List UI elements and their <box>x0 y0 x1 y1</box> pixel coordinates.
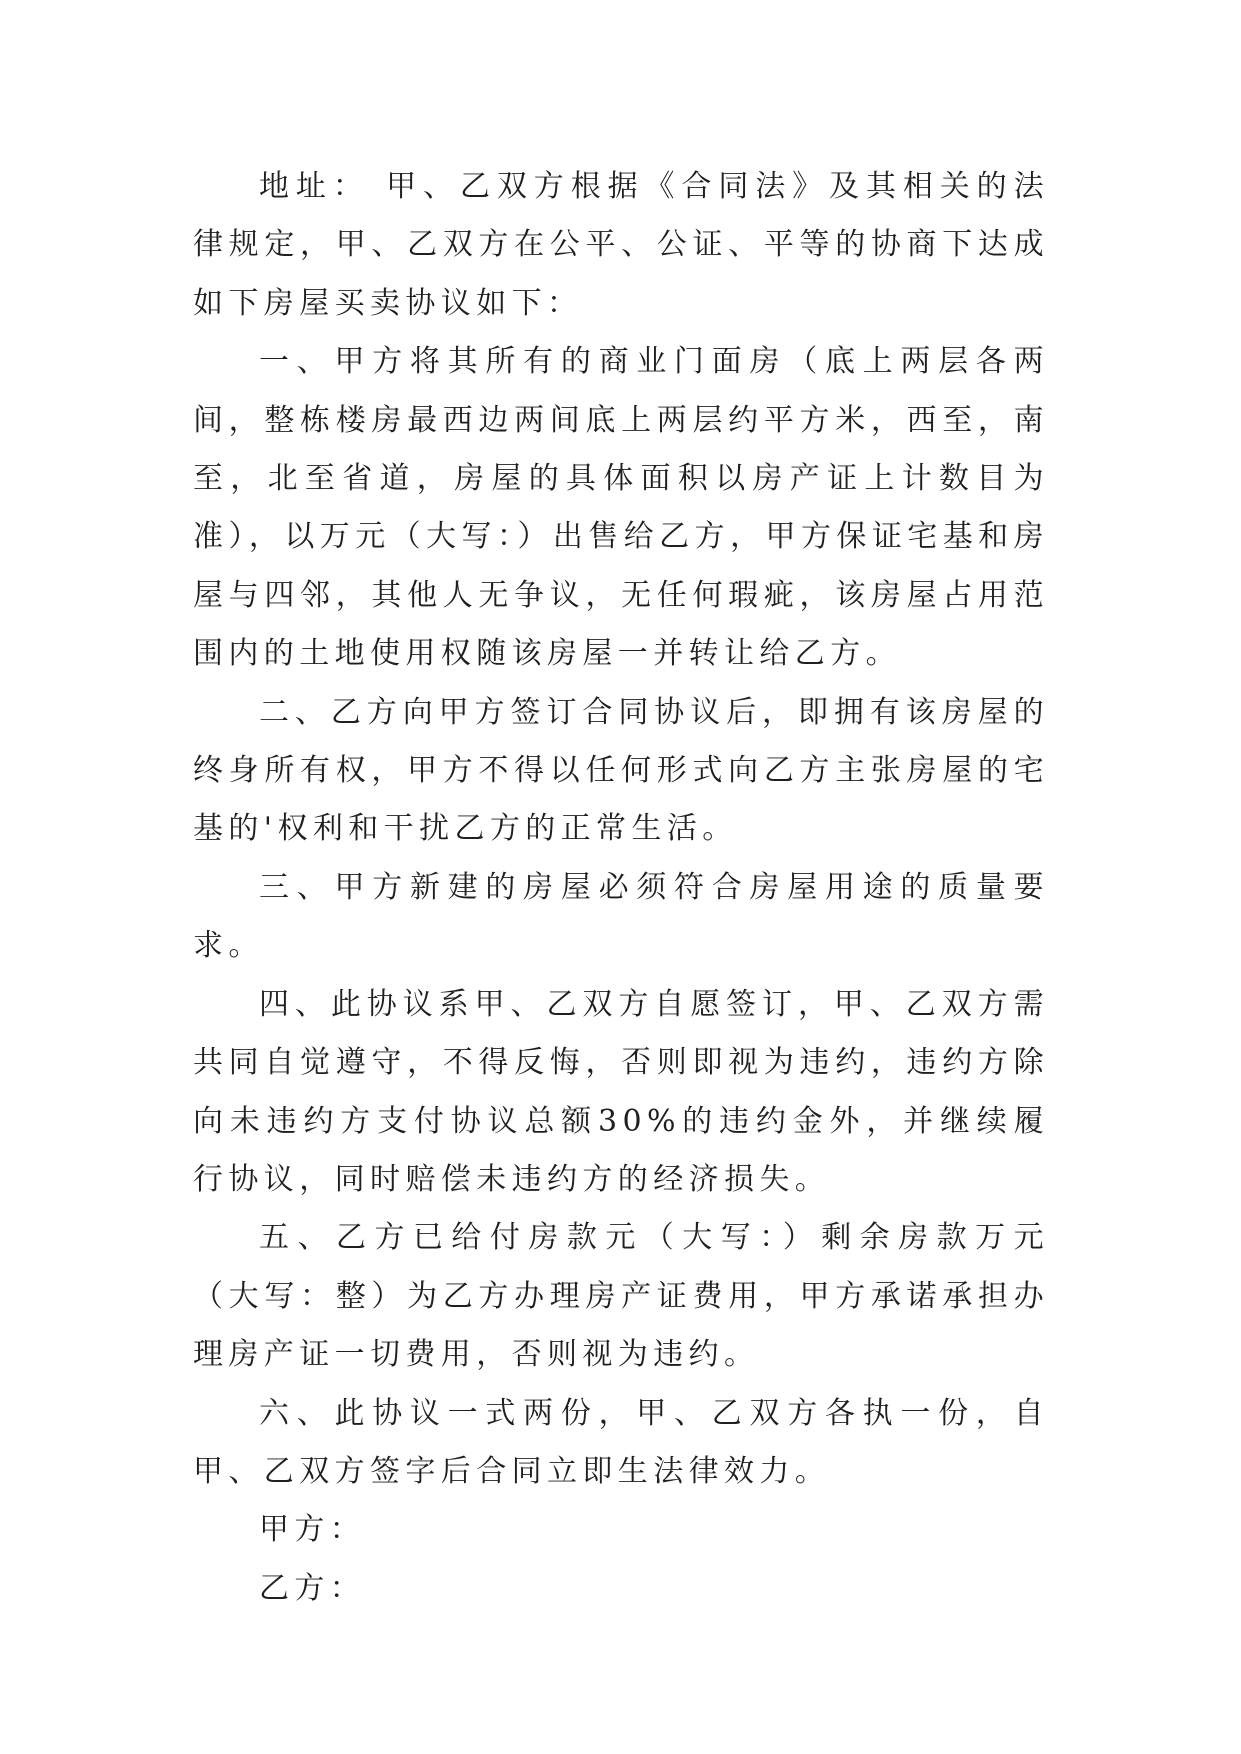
paragraph-clause-5: 五、乙方已给付房款元（大写：）剩余房款万元（大写：整）为乙方办理房产证费用，甲方承诺承担办理房产证一切费用，否则视为违约。 <box>193 1220 1049 1373</box>
signature-party-a: 甲方： <box>259 1512 366 1548</box>
paragraph-address-preamble: 地址： 甲、乙双方根据《合同法》及其相关的法律规定，甲、乙双方在公平、公证、平等的协商下达成如下房屋买卖协议如下： <box>193 169 1049 321</box>
paragraph-clause-6: 六、此协议一式两份，甲、乙双方各执一份，自甲、乙双方签字后合同立即生法律效力。 <box>193 1395 1049 1489</box>
paragraph-clause-1: 一、甲方将其所有的商业门面房（底上两层各两间，整栋楼房最西边两间底上两层约平方米，西至，南至，北至省道，房屋的具体面积以房产证上计数目为准），以万元（大写：）出售给乙方，甲方保证宅基和房屋与四邻，其他人无争议，无任何瑕疵，该房屋占用范围内的土地使用权随该房屋一并转让给乙方。 <box>193 344 1049 672</box>
contract-body <box>193 158 1049 1618</box>
signature-party-b: 乙方： <box>259 1570 366 1606</box>
paragraph-clause-4: 四、此协议系甲、乙双方自愿签订，甲、乙双方需共同自觉遵守，不得反悔，否则即视为违约，违约方除向未违约方支付协议总额30%的违约金外，并继续履行协议，同时赔偿未违约方的经济损失。 <box>193 986 1049 1197</box>
paragraph-clause-2: 二、乙方向甲方签订合同协议后，即拥有该房屋的终身所有权，甲方不得以任何形式向乙方主张房屋的宅基的'权利和干扰乙方的正常生活。 <box>193 694 1049 847</box>
paragraph-clause-3: 三、甲方新建的房屋必须符合房屋用途的质量要求。 <box>193 869 1049 964</box>
